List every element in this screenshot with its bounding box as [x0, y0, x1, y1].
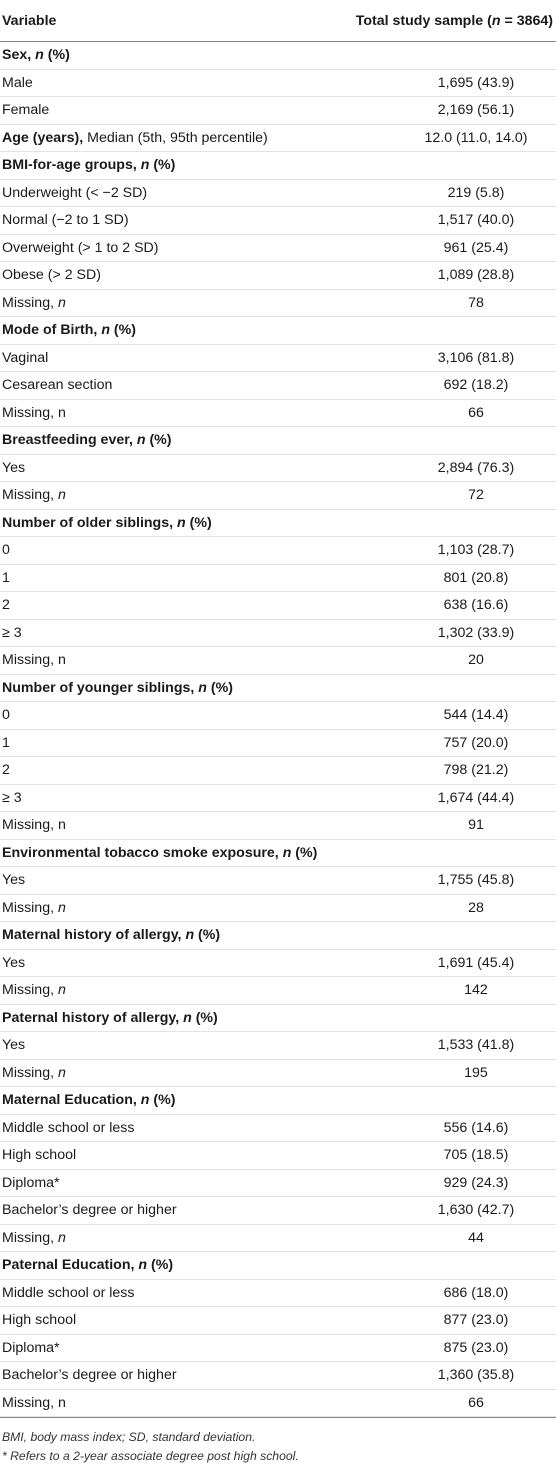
section-header-text: Number of older siblings, [2, 514, 177, 531]
row-label: Yes [0, 867, 312, 895]
section-header-text: Environmental tobacco smoke exposure, [2, 844, 283, 861]
section-header-row [0, 1004, 556, 1032]
row-label-n: n [57, 1064, 66, 1081]
section-header-label [0, 1004, 312, 1032]
table-row [0, 894, 556, 922]
row-label: Underweight (< −2 SD) [0, 179, 312, 207]
table-row [0, 454, 556, 482]
row-value: 66 [312, 1389, 556, 1417]
row-label-text: Missing, [2, 1064, 58, 1081]
table-row [0, 1169, 556, 1197]
row-label-text: Missing, [2, 294, 58, 311]
section-header-empty [312, 152, 556, 180]
row-label: Middle school or less [0, 1114, 312, 1142]
section-header-n: n [177, 514, 186, 531]
row-label [0, 1059, 312, 1087]
row-value: 20 [312, 647, 556, 675]
row-label [0, 482, 312, 510]
header-total-suffix: = 3864) [500, 12, 553, 29]
section-header-n: n [140, 157, 150, 174]
header-total-sample [312, 0, 556, 42]
table-row [0, 647, 556, 675]
row-label: Bachelor’s degree or higher [0, 1197, 312, 1225]
section-header-empty [312, 427, 556, 455]
row-value: 12.0 (11.0, 14.0) [312, 124, 556, 152]
section-header-text: Maternal history of allergy, [2, 927, 186, 944]
section-header-text: BMI-for-age groups, [2, 157, 141, 174]
table-row [0, 564, 556, 592]
section-header-empty [312, 922, 556, 950]
row-label [0, 977, 312, 1005]
section-header-unit: (%) [145, 432, 172, 449]
table-row [0, 592, 556, 620]
section-header-label [0, 922, 312, 950]
row-value: 219 (5.8) [312, 179, 556, 207]
row-label [0, 289, 312, 317]
section-header-n: n [185, 927, 195, 944]
row-label: Yes [0, 949, 312, 977]
header-total-prefix: Total study sample ( [355, 12, 492, 29]
row-label: Middle school or less [0, 1279, 312, 1307]
row-value: 142 [312, 977, 556, 1005]
row-value: 1,103 (28.7) [312, 537, 556, 565]
section-header-row [0, 152, 556, 180]
section-header-text: Number of younger siblings, [2, 679, 199, 696]
row-label: Vaginal [0, 344, 312, 372]
section-header-empty [312, 42, 556, 70]
section-header-empty [312, 509, 556, 537]
row-value: 1,360 (35.8) [312, 1362, 556, 1390]
table-row [0, 812, 556, 840]
table-row [0, 344, 556, 372]
row-label: 1 [0, 729, 312, 757]
row-value: 1,089 (28.8) [312, 262, 556, 290]
table-row [0, 1389, 556, 1417]
table-row [0, 289, 556, 317]
section-header-unit: (%) [206, 679, 233, 696]
table-row [0, 69, 556, 97]
table-header [0, 0, 556, 42]
row-label: Missing, n [0, 1389, 312, 1417]
row-label: ≥ 3 [0, 784, 312, 812]
table-row [0, 1279, 556, 1307]
section-header-row [0, 1252, 556, 1280]
header-total-n: n [491, 12, 501, 29]
section-header-row [0, 427, 556, 455]
row-label: Obese (> 2 SD) [0, 262, 312, 290]
row-value: 66 [312, 399, 556, 427]
header-variable: Variable [0, 0, 312, 42]
row-label: 0 [0, 702, 312, 730]
row-value: 44 [312, 1224, 556, 1252]
table-row [0, 1114, 556, 1142]
table-row [0, 262, 556, 290]
table-row [0, 1224, 556, 1252]
section-header-text: Maternal Education, [2, 1092, 141, 1109]
row-label: Male [0, 69, 312, 97]
row-label-n: n [57, 899, 66, 916]
row-value: 2,894 (76.3) [312, 454, 556, 482]
row-value: 91 [312, 812, 556, 840]
section-header-label [0, 1087, 312, 1115]
section-header-unit: (%) [149, 157, 176, 174]
section-header-n: n [35, 47, 44, 64]
row-label-text: Missing, [2, 899, 58, 916]
section-header-n: n [101, 322, 110, 339]
section-header-n: n [136, 432, 146, 449]
section-header-n: n [198, 679, 207, 696]
row-value: 2,169 (56.1) [312, 97, 556, 125]
section-header-label [0, 427, 312, 455]
row-label: Missing, n [0, 647, 312, 675]
row-label-text: Missing, [2, 487, 58, 504]
row-value: 798 (21.2) [312, 757, 556, 785]
section-header-text: Sex, [2, 47, 36, 64]
row-label: 2 [0, 757, 312, 785]
row-label: Normal (−2 to 1 SD) [0, 207, 312, 235]
section-header-label [0, 317, 312, 345]
section-header-unit: (%) [149, 1092, 176, 1109]
row-label-text: Missing, [2, 1229, 58, 1246]
row-value: 544 (14.4) [312, 702, 556, 730]
row-value: 929 (24.3) [312, 1169, 556, 1197]
table-row [0, 179, 556, 207]
table-row [0, 399, 556, 427]
table-row [0, 372, 556, 400]
row-value: 3,106 (81.8) [312, 344, 556, 372]
row-value: 705 (18.5) [312, 1142, 556, 1170]
section-header-n: n [140, 1092, 150, 1109]
row-label: Yes [0, 454, 312, 482]
row-value: 692 (18.2) [312, 372, 556, 400]
section-header-text: Paternal Education, [2, 1257, 139, 1274]
section-header-text: Mode of Birth, [2, 322, 102, 339]
row-value: 961 (25.4) [312, 234, 556, 262]
section-header-label [0, 839, 318, 867]
row-label: Diploma* [0, 1169, 312, 1197]
footnote-diploma: * Refers to a 2-year associate degree post high school. [2, 1449, 299, 1463]
row-label-n: n [57, 1229, 66, 1246]
row-label: Bachelor’s degree or higher [0, 1362, 312, 1390]
row-label: High school [0, 1142, 312, 1170]
footnote-abbreviations: BMI, body mass index; SD, standard deviation. [2, 1430, 256, 1444]
section-header-row [0, 674, 556, 702]
section-header-row [0, 317, 556, 345]
row-value: 757 (20.0) [312, 729, 556, 757]
table-row [0, 784, 556, 812]
row-label: 2 [0, 592, 312, 620]
table-row [0, 949, 556, 977]
section-header-unit: (%) [194, 927, 221, 944]
row-value: 877 (23.0) [312, 1307, 556, 1335]
row-value: 1,691 (45.4) [312, 949, 556, 977]
section-header-label [0, 509, 312, 537]
section-header-text: Paternal history of allergy, [2, 1009, 184, 1026]
table-row [0, 867, 556, 895]
section-header-empty [312, 1004, 556, 1032]
section-header-empty [312, 674, 556, 702]
table-row [0, 1032, 556, 1060]
section-header-text: Breastfeeding ever, [2, 432, 137, 449]
row-value: 638 (16.6) [312, 592, 556, 620]
section-header-empty [312, 1252, 556, 1280]
section-header-row [0, 922, 556, 950]
row-label: High school [0, 1307, 312, 1335]
section-header-empty [312, 1087, 556, 1115]
row-value: 1,302 (33.9) [312, 619, 556, 647]
table-body [0, 42, 556, 1417]
footnotes [0, 1417, 556, 1466]
age-row [0, 124, 556, 152]
row-label: 0 [0, 537, 312, 565]
table-row [0, 702, 556, 730]
row-value: 1,695 (43.9) [312, 69, 556, 97]
row-label-text: Missing, [2, 982, 58, 999]
row-value: 1,755 (45.8) [312, 867, 556, 895]
section-header-unit: (%) [109, 322, 136, 339]
section-header-row [0, 509, 556, 537]
table-row [0, 757, 556, 785]
section-header-n: n [138, 1257, 148, 1274]
row-label: ≥ 3 [0, 619, 312, 647]
age-label-bold: Age (years), [2, 129, 88, 146]
table-row [0, 1059, 556, 1087]
table-row [0, 537, 556, 565]
row-value: 1,674 (44.4) [312, 784, 556, 812]
row-label: Female [0, 97, 312, 125]
row-value: 1,517 (40.0) [312, 207, 556, 235]
row-label: Diploma* [0, 1334, 312, 1362]
table-row [0, 1307, 556, 1335]
row-label: 1 [0, 564, 312, 592]
row-value: 556 (14.6) [312, 1114, 556, 1142]
table-row [0, 97, 556, 125]
row-label [0, 894, 312, 922]
row-label [0, 124, 312, 152]
table-row [0, 1197, 556, 1225]
row-label: Missing, n [0, 399, 312, 427]
row-value: 875 (23.0) [312, 1334, 556, 1362]
section-header-row [0, 42, 556, 70]
section-header-row [0, 839, 556, 867]
row-label [0, 1224, 312, 1252]
row-label: Yes [0, 1032, 312, 1060]
table-row [0, 1362, 556, 1390]
section-header-unit: (%) [291, 844, 318, 861]
section-header-unit: (%) [191, 1009, 218, 1026]
header-row [0, 0, 556, 42]
section-header-label [0, 42, 312, 70]
row-value: 1,630 (42.7) [312, 1197, 556, 1225]
section-header-label [0, 152, 312, 180]
table-row [0, 1142, 556, 1170]
section-header-unit: (%) [43, 47, 70, 64]
table-row [0, 207, 556, 235]
table-row [0, 1334, 556, 1362]
row-value: 195 [312, 1059, 556, 1087]
row-label: Missing, n [0, 812, 312, 840]
row-value: 801 (20.8) [312, 564, 556, 592]
row-value: 686 (18.0) [312, 1279, 556, 1307]
section-header-row [0, 1087, 556, 1115]
table-row [0, 729, 556, 757]
row-label: Overweight (> 1 to 2 SD) [0, 234, 312, 262]
row-value: 28 [312, 894, 556, 922]
row-label-n: n [57, 487, 66, 504]
row-label: Cesarean section [0, 372, 312, 400]
table-row [0, 977, 556, 1005]
age-label-rest: Median (5th, 95th percentile) [87, 129, 268, 146]
row-value: 1,533 (41.8) [312, 1032, 556, 1060]
section-header-empty [312, 317, 556, 345]
section-header-empty [312, 839, 556, 867]
table-row [0, 482, 556, 510]
row-label-n: n [57, 294, 66, 311]
section-header-label [0, 674, 312, 702]
section-header-unit: (%) [185, 514, 212, 531]
section-header-label [0, 1252, 312, 1280]
section-header-n: n [282, 844, 292, 861]
row-value: 72 [312, 482, 556, 510]
row-value: 78 [312, 289, 556, 317]
table-row [0, 619, 556, 647]
section-header-n: n [183, 1009, 192, 1026]
table-row [0, 234, 556, 262]
row-label-n: n [57, 982, 66, 999]
section-header-unit: (%) [147, 1257, 174, 1274]
